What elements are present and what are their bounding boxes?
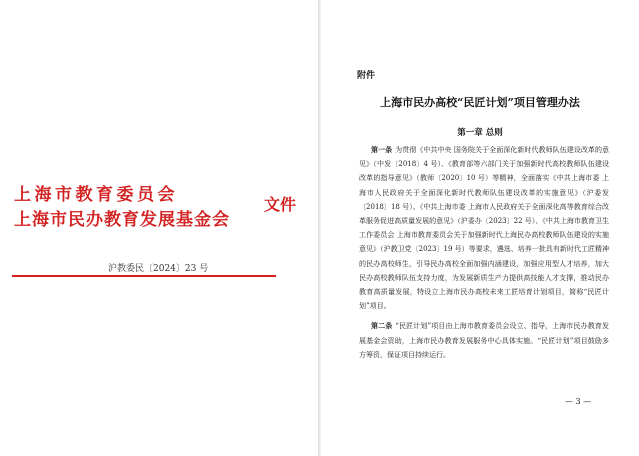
article-1	[359, 143, 609, 313]
article-2	[359, 319, 609, 362]
attachment-label: 附件	[357, 71, 376, 81]
document-title: 上海市民办高校“民匠计划”项目管理办法	[380, 96, 580, 109]
document-number: 沪教委民〔2024〕23 号	[108, 264, 209, 274]
article-1-label: 第一条	[371, 145, 393, 154]
right-page	[321, 0, 639, 456]
document-body	[359, 143, 609, 362]
page-number: — 3 —	[565, 397, 592, 406]
issuing-organizations	[14, 180, 314, 236]
article-2-label: 第二条	[371, 321, 393, 331]
org-name-education-commission: 上海市教育委员会	[14, 185, 178, 205]
article-1-text: 为贯彻《中共中央 国务院关于全面深化新时代教师队伍建设改革的意见》（中发〔2018〕4 号）、《教育部等六部门关于加强新时代高校教师队伍建设改革的指导意见》（教师〔2020〕10 号）等精神，全面落实《中共上海市委 上海市人民政府关于全面深化新时代教师队伍建设改革的实施意见》（沪委发〔2018〕18 号）、《中共上海市委 上海市人民政府关于全面深化高等教育综合改革服务促进高质量发展的意见》（沪委办〔2023〕22 号）、《中共上海市教育卫生工作委员会 上海市教育委员会关于加强新时代上海民办高校教师队伍建设的实施意见》（沪教卫党〔2023〕19 号）等要求，遴选、培养一批具有新时代工匠精神的民办高校师生，引导民办高校全面加强内涵建设，加强应用型人才培养，加大民办高校教师队伍支持力度，为发展新质生产力提供高技能人才支撑，推动民办教育高质量发展，特设立上海市民办高校未来工匠培育计划项目，简称“民匠计划”项目。	[359, 146, 610, 311]
red-divider-line	[12, 275, 276, 277]
document-label: 文件	[264, 195, 297, 214]
org-name-foundation: 上海市民办教育发展基金会	[14, 210, 230, 230]
article-2-text: “民匠计划”项目由上海市教育委员会设立、指导，上海市民办教育发展基金会资助，上海市民办教育发展服务中心具体实施。“民匠计划”项目鼓励多方筹资，保证项目持续运行。	[359, 322, 609, 359]
chapter-heading: 第一章 总则	[457, 128, 503, 138]
left-page	[0, 0, 318, 456]
